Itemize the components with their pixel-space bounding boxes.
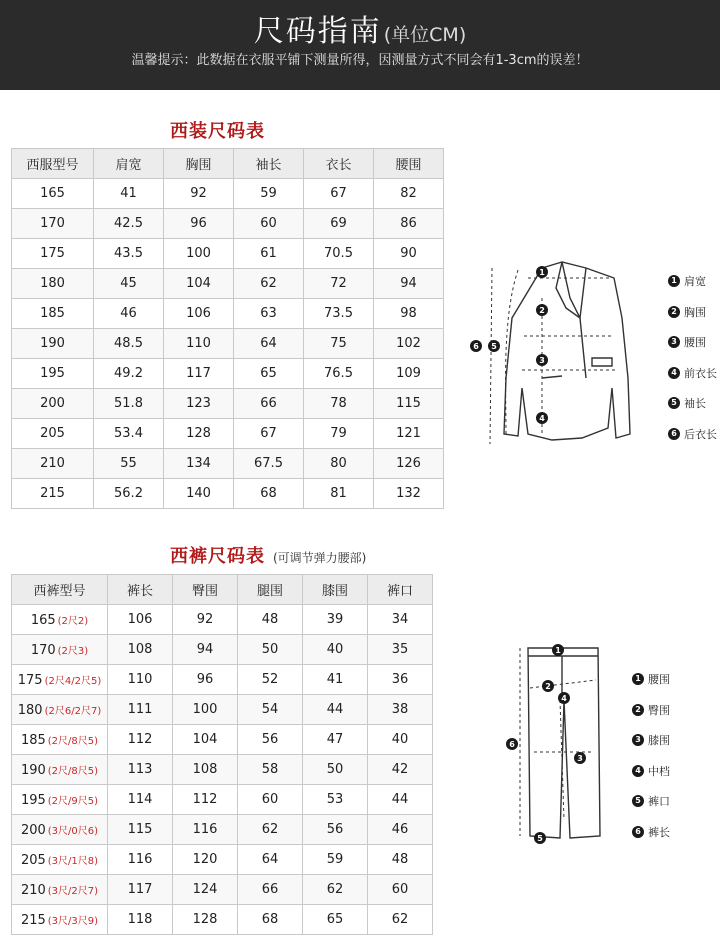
table-row [12, 725, 433, 755]
legend-item [668, 388, 717, 419]
page-title: 尺码指南 [253, 14, 382, 49]
header-title-row [0, 6, 720, 50]
table-cell: 76.5 [304, 359, 374, 389]
svg-text:3: 3 [577, 754, 583, 763]
table-header-row [12, 575, 433, 605]
table-cell: 117 [108, 875, 173, 905]
pants-size-table [11, 574, 433, 935]
table-cell: 44 [368, 785, 433, 815]
table-row [12, 479, 444, 509]
model-cell [12, 755, 108, 785]
table-cell: 62 [303, 875, 368, 905]
column-header: 臀围 [173, 575, 238, 605]
svg-text:4: 4 [561, 694, 567, 703]
column-header: 袖长 [234, 149, 304, 179]
table-row [12, 299, 444, 329]
number-badge-icon: 3 [668, 336, 680, 348]
legend-item [632, 664, 670, 695]
pants-title-text: 西裤尺码表 [170, 546, 265, 567]
table-cell: 92 [173, 605, 238, 635]
suit-table-title: 西装尺码表 [170, 121, 265, 142]
model-cell [12, 815, 108, 845]
svg-text:6: 6 [473, 342, 479, 351]
column-header: 肩宽 [94, 149, 164, 179]
legend-item [668, 297, 717, 328]
legend-item [632, 817, 670, 848]
table-cell: 67.5 [234, 449, 304, 479]
table-row [12, 449, 444, 479]
number-badge-icon: 6 [668, 428, 680, 440]
waist-size-note: (2尺6/2尺7) [44, 705, 102, 717]
table-row [12, 179, 444, 209]
table-cell: 128 [164, 419, 234, 449]
column-header: 西裤型号 [12, 575, 108, 605]
waist-size-note: (2尺3) [57, 645, 89, 657]
legend-label: 前衣长 [684, 366, 717, 380]
model-cell [12, 905, 108, 935]
table-cell: 46 [94, 299, 164, 329]
table-cell: 48 [238, 605, 303, 635]
table-cell: 59 [303, 845, 368, 875]
table-cell: 121 [374, 419, 444, 449]
svg-text:5: 5 [537, 834, 543, 843]
table-row [12, 419, 444, 449]
table-cell: 35 [368, 635, 433, 665]
model-cell [12, 875, 108, 905]
table-cell: 46 [368, 815, 433, 845]
page-header [0, 0, 720, 90]
table-cell: 56 [303, 815, 368, 845]
model-size: 190 [20, 762, 46, 778]
table-cell: 60 [238, 785, 303, 815]
table-cell: 67 [234, 419, 304, 449]
number-badge-icon: 1 [668, 275, 680, 287]
table-row [12, 359, 444, 389]
table-cell: 110 [108, 665, 173, 695]
table-row [12, 389, 444, 419]
table-cell: 118 [108, 905, 173, 935]
table-cell: 48.5 [94, 329, 164, 359]
table-cell: 62 [238, 815, 303, 845]
column-header: 膝围 [303, 575, 368, 605]
legend-item [632, 756, 670, 787]
waist-size-note: (2尺/9尺5) [47, 795, 99, 807]
table-cell: 210 [12, 449, 94, 479]
legend-item [632, 725, 670, 756]
column-header: 西服型号 [12, 149, 94, 179]
table-cell: 98 [374, 299, 444, 329]
table-cell: 96 [164, 209, 234, 239]
jacket-diagram [462, 258, 667, 448]
model-size: 205 [20, 852, 46, 868]
table-cell: 56.2 [94, 479, 164, 509]
table-row [12, 875, 433, 905]
measurement-tip: 温馨提示：此数据在衣服平铺下测量所得，因测量方式不同会有1-3cm的误差！ [131, 53, 589, 68]
model-cell [12, 785, 108, 815]
column-header: 胸围 [164, 149, 234, 179]
table-cell: 165 [12, 179, 94, 209]
svg-text:3: 3 [539, 356, 545, 365]
table-cell: 62 [234, 269, 304, 299]
legend-item [632, 786, 670, 817]
legend-label: 臀围 [648, 703, 670, 717]
table-row [12, 665, 433, 695]
table-cell: 190 [12, 329, 94, 359]
model-size: 170 [30, 642, 56, 658]
number-badge-icon: 2 [668, 306, 680, 318]
table-cell: 104 [164, 269, 234, 299]
table-cell: 62 [368, 905, 433, 935]
table-cell: 180 [12, 269, 94, 299]
table-cell: 34 [368, 605, 433, 635]
model-size: 210 [20, 882, 46, 898]
table-cell: 96 [173, 665, 238, 695]
table-cell: 108 [108, 635, 173, 665]
model-size: 185 [20, 732, 46, 748]
waist-size-note: (2尺/8尺5) [47, 765, 99, 777]
model-cell [12, 605, 108, 635]
table-cell: 134 [164, 449, 234, 479]
table-cell: 58 [238, 755, 303, 785]
waist-size-note: (3尺/1尺8) [47, 855, 99, 867]
table-cell: 112 [173, 785, 238, 815]
table-cell: 108 [173, 755, 238, 785]
suit-size-table [11, 148, 444, 509]
table-cell: 75 [304, 329, 374, 359]
table-cell: 59 [234, 179, 304, 209]
table-cell: 60 [368, 875, 433, 905]
table-cell: 50 [303, 755, 368, 785]
legend-label: 肩宽 [684, 275, 706, 289]
legend-item [668, 266, 717, 297]
legend-item [668, 327, 717, 358]
table-cell: 106 [108, 605, 173, 635]
table-cell: 56 [238, 725, 303, 755]
table-cell: 106 [164, 299, 234, 329]
table-row [12, 329, 444, 359]
table-cell: 36 [368, 665, 433, 695]
table-cell: 50 [238, 635, 303, 665]
table-cell: 52 [238, 665, 303, 695]
table-row [12, 815, 433, 845]
column-header: 衣长 [304, 149, 374, 179]
table-cell: 82 [374, 179, 444, 209]
table-cell: 115 [374, 389, 444, 419]
svg-text:5: 5 [491, 342, 497, 351]
table-cell: 40 [303, 635, 368, 665]
table-cell: 200 [12, 389, 94, 419]
pants-table-title [170, 542, 366, 568]
table-cell: 38 [368, 695, 433, 725]
table-cell: 132 [374, 479, 444, 509]
table-cell: 54 [238, 695, 303, 725]
svg-text:6: 6 [509, 740, 515, 749]
table-cell: 51.8 [94, 389, 164, 419]
table-cell: 43.5 [94, 239, 164, 269]
svg-text:4: 4 [539, 414, 545, 423]
svg-text:2: 2 [539, 306, 545, 315]
table-cell: 124 [173, 875, 238, 905]
table-cell: 69 [304, 209, 374, 239]
table-cell: 63 [234, 299, 304, 329]
table-row [12, 269, 444, 299]
number-badge-icon: 1 [632, 673, 644, 685]
table-cell: 64 [238, 845, 303, 875]
table-row [12, 635, 433, 665]
model-size: 195 [20, 792, 46, 808]
svg-text:1: 1 [539, 268, 545, 277]
svg-text:1: 1 [555, 646, 561, 655]
table-cell: 72 [304, 269, 374, 299]
table-cell: 170 [12, 209, 94, 239]
table-cell: 42.5 [94, 209, 164, 239]
legend-label: 胸围 [684, 305, 706, 319]
model-size: 180 [17, 702, 43, 718]
model-size: 200 [20, 822, 46, 838]
table-cell: 109 [374, 359, 444, 389]
table-header-row [12, 149, 444, 179]
table-cell: 44 [303, 695, 368, 725]
table-cell: 41 [303, 665, 368, 695]
legend-label: 袖长 [684, 397, 706, 411]
table-cell: 48 [368, 845, 433, 875]
waist-size-note: (2尺2) [57, 615, 89, 627]
table-cell: 90 [374, 239, 444, 269]
table-row [12, 239, 444, 269]
legend-label: 腰围 [684, 336, 706, 350]
table-cell: 53.4 [94, 419, 164, 449]
model-cell [12, 845, 108, 875]
pants-legend [632, 664, 670, 847]
number-badge-icon: 6 [632, 826, 644, 838]
number-badge-icon: 4 [632, 765, 644, 777]
table-cell: 111 [108, 695, 173, 725]
number-badge-icon: 5 [668, 397, 680, 409]
table-cell: 113 [108, 755, 173, 785]
legend-item [632, 695, 670, 726]
table-cell: 42 [368, 755, 433, 785]
table-cell: 117 [164, 359, 234, 389]
table-cell: 116 [173, 815, 238, 845]
table-cell: 60 [234, 209, 304, 239]
table-cell: 64 [234, 329, 304, 359]
table-cell: 61 [234, 239, 304, 269]
table-row [12, 905, 433, 935]
column-header: 裤口 [368, 575, 433, 605]
table-cell: 67 [304, 179, 374, 209]
pants-diagram [500, 640, 620, 850]
legend-item [668, 358, 717, 389]
table-cell: 65 [234, 359, 304, 389]
table-cell: 73.5 [304, 299, 374, 329]
number-badge-icon: 2 [632, 704, 644, 716]
table-row [12, 785, 433, 815]
pants-title-note: (可调节弹力腰部) [273, 551, 367, 565]
table-row [12, 755, 433, 785]
table-cell: 100 [164, 239, 234, 269]
table-cell: 205 [12, 419, 94, 449]
jacket-legend [668, 266, 717, 449]
table-cell: 78 [304, 389, 374, 419]
table-cell: 65 [303, 905, 368, 935]
number-badge-icon: 3 [632, 734, 644, 746]
waist-size-note: (3尺/3尺9) [47, 915, 99, 927]
model-cell [12, 695, 108, 725]
table-cell: 53 [303, 785, 368, 815]
column-header: 裤长 [108, 575, 173, 605]
table-cell: 175 [12, 239, 94, 269]
table-cell: 104 [173, 725, 238, 755]
model-cell [12, 635, 108, 665]
table-cell: 120 [173, 845, 238, 875]
number-badge-icon: 5 [632, 795, 644, 807]
table-row [12, 209, 444, 239]
waist-size-note: (2尺4/2尺5) [44, 675, 102, 687]
table-cell: 92 [164, 179, 234, 209]
column-header: 腰围 [374, 149, 444, 179]
table-cell: 79 [304, 419, 374, 449]
legend-label: 腰围 [648, 673, 670, 687]
table-cell: 86 [374, 209, 444, 239]
table-row [12, 845, 433, 875]
table-cell: 49.2 [94, 359, 164, 389]
table-cell: 55 [94, 449, 164, 479]
table-row [12, 695, 433, 725]
table-cell: 215 [12, 479, 94, 509]
table-cell: 39 [303, 605, 368, 635]
table-cell: 140 [164, 479, 234, 509]
table-row [12, 605, 433, 635]
table-cell: 115 [108, 815, 173, 845]
waist-size-note: (3尺/2尺7) [47, 885, 99, 897]
table-cell: 102 [374, 329, 444, 359]
table-cell: 81 [304, 479, 374, 509]
column-header: 腿围 [238, 575, 303, 605]
table-cell: 45 [94, 269, 164, 299]
table-cell: 128 [173, 905, 238, 935]
model-cell [12, 725, 108, 755]
table-cell: 100 [173, 695, 238, 725]
waist-size-note: (3尺/0尺6) [47, 825, 99, 837]
number-badge-icon: 4 [668, 367, 680, 379]
table-cell: 112 [108, 725, 173, 755]
legend-label: 裤口 [648, 795, 670, 809]
table-cell: 94 [374, 269, 444, 299]
table-cell: 114 [108, 785, 173, 815]
legend-item [668, 419, 717, 450]
table-cell: 68 [234, 479, 304, 509]
model-cell [12, 665, 108, 695]
table-cell: 70.5 [304, 239, 374, 269]
table-cell: 80 [304, 449, 374, 479]
unit-label: (单位CM) [383, 24, 467, 46]
table-cell: 40 [368, 725, 433, 755]
legend-label: 裤长 [648, 825, 670, 839]
table-cell: 68 [238, 905, 303, 935]
table-cell: 66 [234, 389, 304, 419]
model-size: 175 [17, 672, 43, 688]
model-size: 165 [30, 612, 56, 628]
waist-size-note: (2尺/8尺5) [47, 735, 99, 747]
legend-label: 中档 [648, 764, 670, 778]
table-cell: 126 [374, 449, 444, 479]
model-size: 215 [20, 912, 46, 928]
table-cell: 66 [238, 875, 303, 905]
table-cell: 195 [12, 359, 94, 389]
table-cell: 123 [164, 389, 234, 419]
table-cell: 110 [164, 329, 234, 359]
svg-text:2: 2 [545, 682, 551, 691]
table-cell: 41 [94, 179, 164, 209]
table-cell: 116 [108, 845, 173, 875]
legend-label: 后衣长 [684, 427, 717, 441]
legend-label: 膝围 [648, 734, 670, 748]
table-cell: 185 [12, 299, 94, 329]
table-cell: 47 [303, 725, 368, 755]
table-cell: 94 [173, 635, 238, 665]
